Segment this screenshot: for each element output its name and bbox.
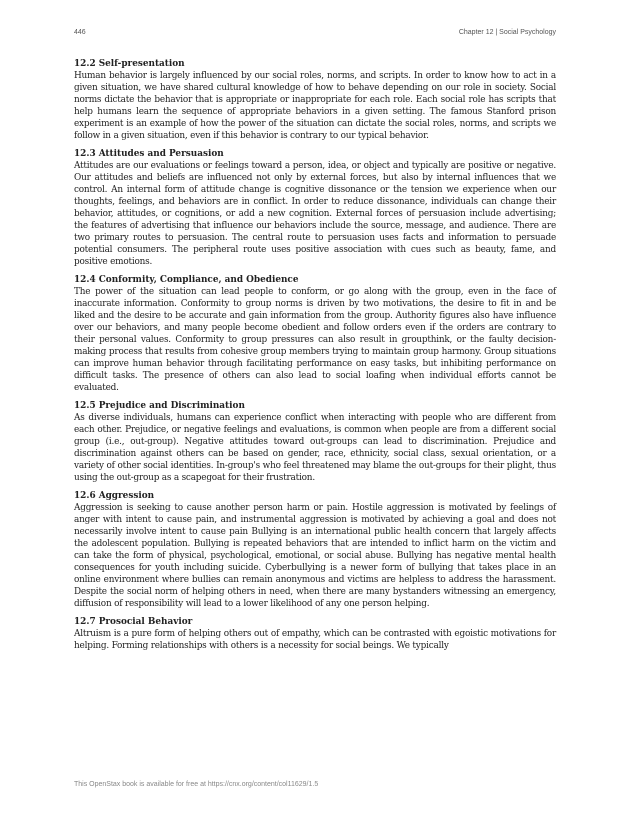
section-title: 12.3 Attitudes and Persuasion <box>74 149 224 159</box>
section-body: Attitudes are our evaluations or feelings toward a person, idea, or object and typically are positive or negative. Our attitudes and beliefs are influenced not only by external forces, but also by internal influences that we control. An internal form of attitude change is cognitive dissonance or the tension we experience when our thoughts, feelings, and behaviors are in conflict. In order to reduce dissonance, individuals can change their behavior, attitudes, or cognitions, or add a new cognition. External forces of persuasion include advertising; the features of advertising that influence our behaviors include the source, message, and audience. There are two primary routes to persuasion. The central route to persuasion uses facts and information to persuade potential consumers. The peripheral route uses positive association with cues such as beauty, fame, and positive emotions. <box>74 161 556 267</box>
section-body: The power of the situation can lead people to conform, or go along with the group, even in the face of inaccurate information. Conformity to group norms is driven by two motivations, the desire to fit in and be liked and the desire to be accurate and gain information from the group. Authority figures also have influence over our behaviors, and many people become obedient and follow orders even if the orders are contrary to their personal values. Conformity to group pressures can also result in groupthink, or the faulty decision-making process that results from cohesive group members trying to maintain group harmony. Group situations can improve human behavior through facilitating performance on easy tasks, but inhibiting performance on difficult tasks. The presence of others can also lead to social loafing when individual efforts cannot be evaluated. <box>74 287 556 393</box>
page-number: 446 <box>74 29 86 36</box>
section-body: Aggression is seeking to cause another person harm or pain. Hostile aggression is motivated by feelings of anger with intent to cause pain, and instrumental aggression is motivated by achieving a goal and does not necessarily involve intent to cause pain Bullying is an international public health concern that largely affects the adolescent population. Bullying is repeated behaviors that are intended to inflict harm on the victim and can take the form of physical, psychological, emotional, or social abuse. Bullying has negative mental health consequences for youth including suicide. Cyberbullying is a newer form of bullying that takes place in an online environment where bullies can remain anonymous and victims are helpless to address the harassment. Despite the social norm of helping others in need, when there are many bystanders witnessing an emergency, diffusion of responsibility will lead to a lower likelihood of any one person helping. <box>74 503 556 609</box>
section-title: 12.6 Aggression <box>74 491 155 501</box>
section-title: 12.7 Prosocial Behavior <box>74 617 193 627</box>
section-title: 12.2 Self-presentation <box>74 59 185 69</box>
section-aggression <box>74 490 556 610</box>
section-prejudice <box>74 400 556 484</box>
footer-note: This OpenStax book is available for free at https://cnx.org/content/col11629/1.5 <box>74 781 319 788</box>
section-prosocial <box>74 616 556 652</box>
section-body: As diverse individuals, humans can experience conflict when interacting with people who are different from each other. Prejudice, or negative feelings and evaluations, is common when people are from a different social group (i.e., out-group). Negative attitudes toward out-groups can lead to discrimination. Prejudice and discrimination against others can be based on gender, race, ethnicity, social class, sexual orientation, or a variety of other social identities. In-group's who feel threatened may blame the out-groups for their plight, thus using the out-group as a scapegoat for their frustration. <box>74 413 556 483</box>
page-content <box>74 58 556 658</box>
section-title: 12.5 Prejudice and Discrimination <box>74 401 245 411</box>
section-title: 12.4 Conformity, Compliance, and Obedience <box>74 275 299 285</box>
section-self-presentation <box>74 58 556 142</box>
section-attitudes-persuasion <box>74 148 556 268</box>
chapter-header: Chapter 12 | Social Psychology <box>458 29 556 36</box>
section-body: Altruism is a pure form of helping others out of empathy, which can be contrasted with egoistic motivations for helping. Forming relationships with others is a necessity for social beings. We typically <box>74 629 556 651</box>
section-conformity <box>74 274 556 394</box>
section-body: Human behavior is largely influenced by our social roles, norms, and scripts. In order to know how to act in a given situation, we have shared cultural knowledge of how to behave depending on our role in society. Social norms dictate the behavior that is appropriate or inappropriate for each role. Each social role has scripts that help humans learn the sequence of appropriate behaviors in a given setting. The famous Stanford prison experiment is an example of how the power of the situation can dictate the social roles, norms, and scripts we follow in a given situation, even if this behavior is contrary to our typical behavior. <box>74 71 556 141</box>
